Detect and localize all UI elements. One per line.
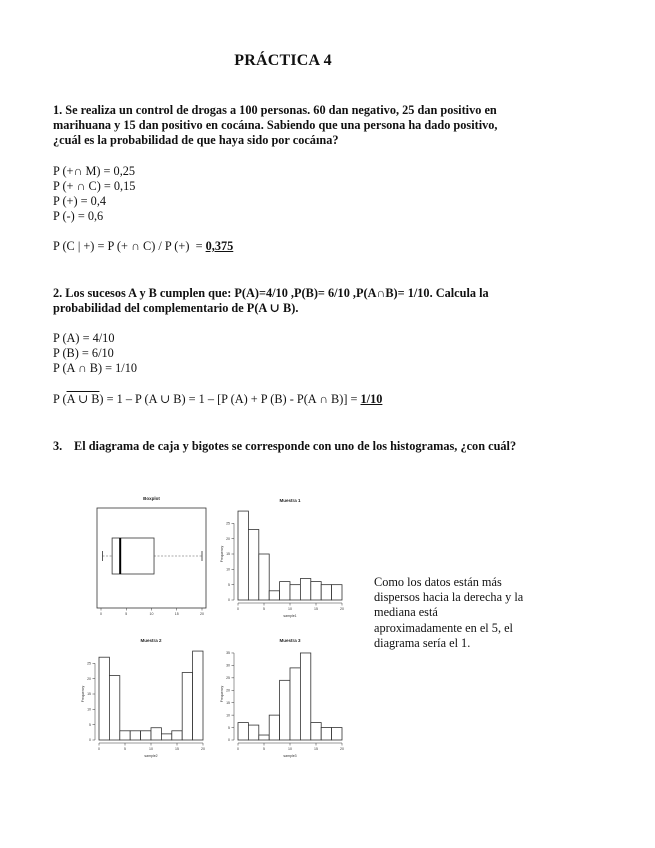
y-tick-label: 10	[226, 567, 230, 572]
histogram-muestra-3	[220, 638, 344, 758]
y-tick-label: 0	[89, 738, 91, 743]
y-tick-label: 15	[226, 552, 230, 557]
x-tick-label: 20	[200, 612, 204, 616]
q1-line: P (-) = 0,6	[53, 209, 104, 223]
chart-title: Muestra 1	[279, 498, 301, 503]
histogram-bar	[172, 731, 182, 740]
x-tick-label: 5	[263, 607, 265, 611]
x-tick-label: 20	[340, 747, 344, 751]
y-tick-label: 25	[226, 521, 230, 526]
histogram-bar	[321, 585, 331, 600]
y-tick-label: 15	[226, 700, 230, 705]
histogram-muestra-2	[81, 638, 205, 758]
histogram-bar	[193, 651, 203, 740]
x-axis-label: sample3	[283, 754, 297, 758]
figure-panel	[70, 490, 360, 770]
histogram-bar	[269, 715, 279, 740]
histogram-bar	[269, 591, 279, 600]
q2-formula-rest: ) = 1 – P (A ∪ B) = 1 – [P (A) + P (B) - P(A ∩ B)] =	[99, 392, 361, 406]
page-title: PRÁCTICA 4	[234, 52, 332, 69]
histogram-bar	[300, 653, 310, 740]
histogram-bar	[130, 731, 140, 740]
q1-line: P (+ ∩ C) = 0,15	[53, 179, 136, 193]
x-tick-label: 5	[263, 747, 265, 751]
histogram-bar	[259, 735, 269, 740]
histogram-bar	[321, 728, 331, 740]
q1-line: P (+∩ M) = 0,25	[53, 164, 136, 178]
histogram-bar	[161, 734, 171, 740]
y-tick-label: 0	[228, 738, 230, 743]
chart-title: Muestra 3	[279, 638, 301, 643]
histogram-bar	[300, 579, 310, 600]
x-tick-label: 0	[237, 607, 239, 611]
y-tick-label: 5	[89, 722, 91, 727]
y-tick-label: 25	[87, 661, 91, 666]
histogram-bar	[141, 731, 151, 740]
x-tick-label: 0	[98, 747, 100, 751]
histogram-bar	[109, 676, 119, 740]
histogram-bar	[182, 673, 192, 740]
histogram-bar	[311, 723, 321, 740]
histogram-bar	[311, 582, 321, 600]
question-1-formula	[53, 239, 233, 254]
y-axis-label: Frequency	[220, 545, 224, 563]
question-3-text: El diagrama de caja y bigotes se corresponde con uno de los histogramas, ¿con cuál?	[74, 439, 517, 453]
question-2-formula	[53, 392, 382, 407]
y-tick-label: 5	[228, 582, 230, 587]
x-tick-label: 10	[149, 747, 153, 751]
histogram-bar	[238, 723, 248, 740]
histogram-bar	[332, 728, 342, 740]
histogram-bar	[238, 511, 248, 600]
box-iqr	[112, 538, 154, 574]
q2-formula-start: P (	[53, 392, 67, 406]
question-2-values	[53, 331, 137, 376]
histogram-bar	[280, 680, 290, 740]
q1-line: P (+) = 0,4	[53, 194, 107, 208]
question-3-number: 3.	[53, 439, 63, 453]
q2-complement: A ∪ B	[66, 392, 100, 406]
x-tick-label: 15	[175, 747, 179, 751]
y-tick-label: 35	[226, 651, 230, 656]
x-tick-label: 15	[314, 607, 318, 611]
x-tick-label: 10	[288, 747, 292, 751]
histogram-bar	[120, 731, 130, 740]
x-tick-label: 20	[340, 607, 344, 611]
histogram-bar	[248, 725, 258, 740]
y-tick-label: 0	[228, 598, 230, 603]
boxplot-panel	[97, 496, 206, 616]
q1-formula-text: P (C | +) = P (+ ∩ C) / P (+) =	[53, 239, 206, 253]
histogram-bar	[259, 554, 269, 600]
y-tick-label: 5	[228, 725, 230, 730]
x-tick-label: 0	[237, 747, 239, 751]
x-tick-label: 5	[125, 612, 128, 616]
y-tick-label: 30	[226, 663, 230, 668]
y-tick-label: 20	[226, 688, 230, 693]
x-axis-label: sample1	[283, 614, 297, 618]
y-tick-label: 10	[226, 713, 230, 718]
y-tick-label: 20	[87, 676, 91, 681]
chart-title: Boxplot	[143, 496, 160, 501]
histogram-bar	[332, 585, 342, 600]
histogram-muestra-1	[220, 498, 344, 618]
x-tick-label: 10	[288, 607, 292, 611]
histogram-bar	[280, 582, 290, 600]
x-tick-label: 15	[174, 612, 179, 616]
chart-title: Muestra 2	[140, 638, 162, 643]
x-tick-label: 10	[149, 612, 154, 616]
question-1-text: 1. Se realiza un control de drogas a 100 personas. 60 dan negativo, 25 dan positivo en marihuana y 15 dan positivo en cocáına. Sabiendo que una persona ha dado positivo, ¿cuál es la probabilidad de que haya sido por cocáına?	[53, 103, 498, 147]
y-axis-label: Frequency	[81, 685, 85, 703]
histogram-bar	[151, 728, 161, 740]
histogram-bar	[248, 529, 258, 600]
x-tick-label: 15	[314, 747, 318, 751]
y-tick-label: 25	[226, 676, 230, 681]
q2-line: P (A) = 4/10	[53, 331, 115, 345]
y-axis-label: Frequency	[220, 685, 224, 703]
x-axis-label: sample2	[144, 754, 158, 758]
x-tick-label: 0	[100, 612, 102, 616]
y-tick-label: 10	[87, 707, 91, 712]
question-2-text: 2. Los sucesos A y B cumplen que: P(A)=4/10 ,P(B)= 6/10 ,P(A∩B)= 1/10. Calcula la probabilidad del complementario de P(A ∪ B).	[53, 286, 489, 315]
question-3	[53, 439, 523, 454]
q2-answer: 1/10	[360, 392, 383, 406]
y-tick-label: 20	[226, 536, 230, 541]
x-tick-label: 20	[201, 747, 205, 751]
answer-note: Como los datos están más dispersos hacia la derecha y la mediana está aproximadamente en el 5, el diagrama sería el 1.	[374, 575, 524, 650]
q2-line: P (A ∩ B) = 1/10	[53, 361, 138, 375]
q1-answer: 0,375	[205, 239, 234, 253]
q2-line: P (B) = 6/10	[53, 346, 114, 360]
question-1-values	[53, 164, 135, 224]
histogram-bar	[290, 585, 300, 600]
x-tick-label: 5	[124, 747, 126, 751]
histogram-bar	[290, 668, 300, 740]
y-tick-label: 15	[87, 692, 91, 697]
histogram-bar	[99, 657, 109, 740]
